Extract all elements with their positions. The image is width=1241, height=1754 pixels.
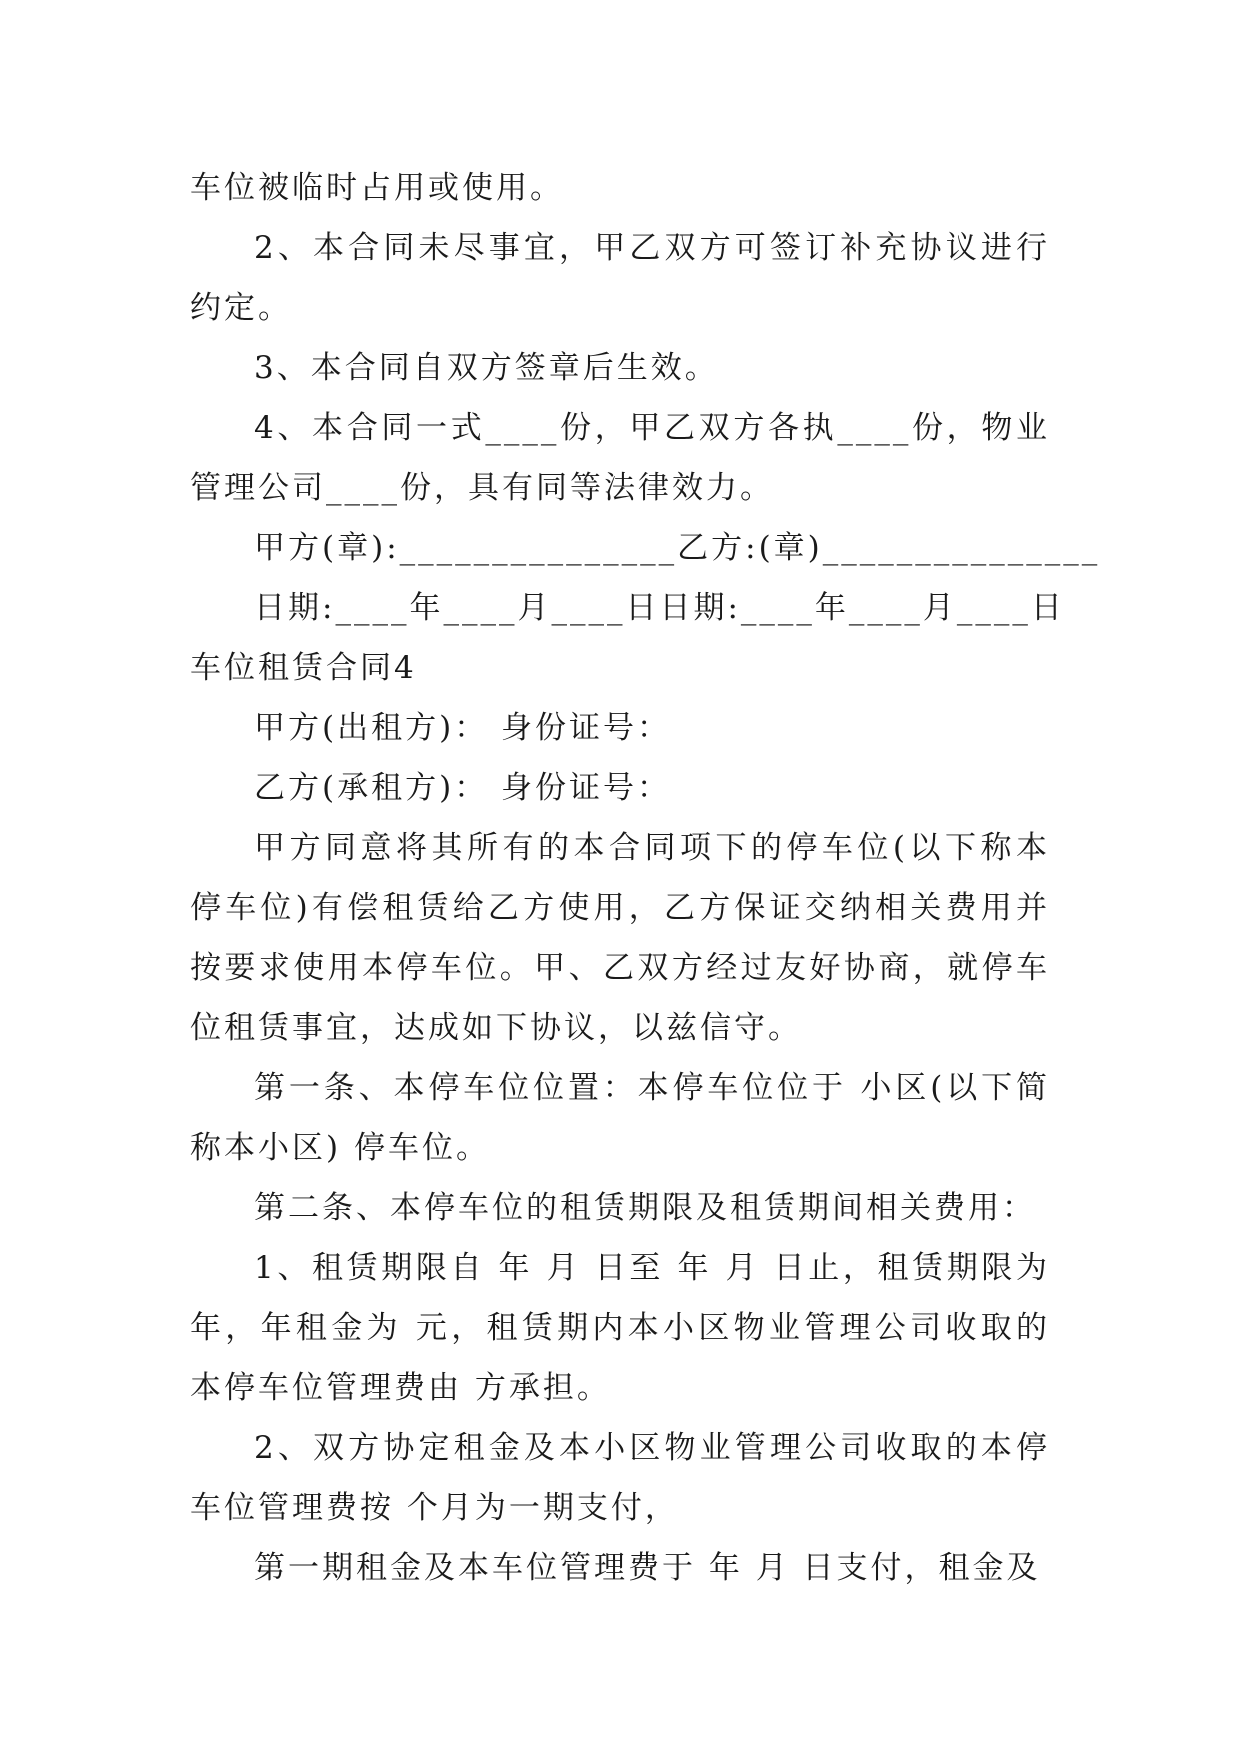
paragraph: 第一条、本停车位位置：本停车位位于 小区(以下简称本小区) 停车位。	[190, 1070, 1050, 1166]
paragraph: 2、本合同未尽事宜，甲乙双方可签订补充协议进行约定。	[190, 230, 1050, 326]
party-a-line: 甲方(出租方)： 身份证号：	[254, 710, 672, 746]
party-b-line: 乙方(承租方)： 身份证号：	[254, 770, 672, 806]
signature-line: 甲方(章):_______________乙方:(章)_______________	[254, 530, 1101, 566]
paragraph: 车位被临时占用或使用。	[190, 170, 564, 206]
paragraph: 第一期租金及本车位管理费于 年 月 日支付，租金及	[254, 1550, 1041, 1586]
paragraph: 1、租赁期限自 年 月 日至 年 月 日止，租赁期限为 年，年租金为 元，租赁期内本小区物业管理公司收取的本停车位管理费由 方承担。	[190, 1250, 1050, 1406]
document-body	[190, 158, 1101, 1598]
date-line: 日期:____年____月____日日期:____年____月____日	[254, 590, 1065, 626]
paragraph: 2、双方协定租金及本小区物业管理公司收取的本停车位管理费按 个月为一期支付，	[190, 1430, 1050, 1526]
section-title: 车位租赁合同4	[190, 650, 417, 686]
paragraph: 甲方同意将其所有的本合同项下的停车位(以下称本停车位)有偿租赁给乙方使用，乙方保证交纳相关费用并按要求使用本停车位。甲、乙双方经过友好协商，就停车位租赁事宜，达成如下协议，以兹信守。	[190, 830, 1050, 1046]
paragraph: 第二条、本停车位的租赁期限及租赁期间相关费用：	[254, 1190, 1036, 1226]
paragraph: 4、本合同一式____份，甲乙双方各执____份，物业管理公司____份，具有同等法律效力。	[190, 410, 1050, 506]
paragraph: 3、本合同自双方签章后生效。	[254, 350, 719, 386]
